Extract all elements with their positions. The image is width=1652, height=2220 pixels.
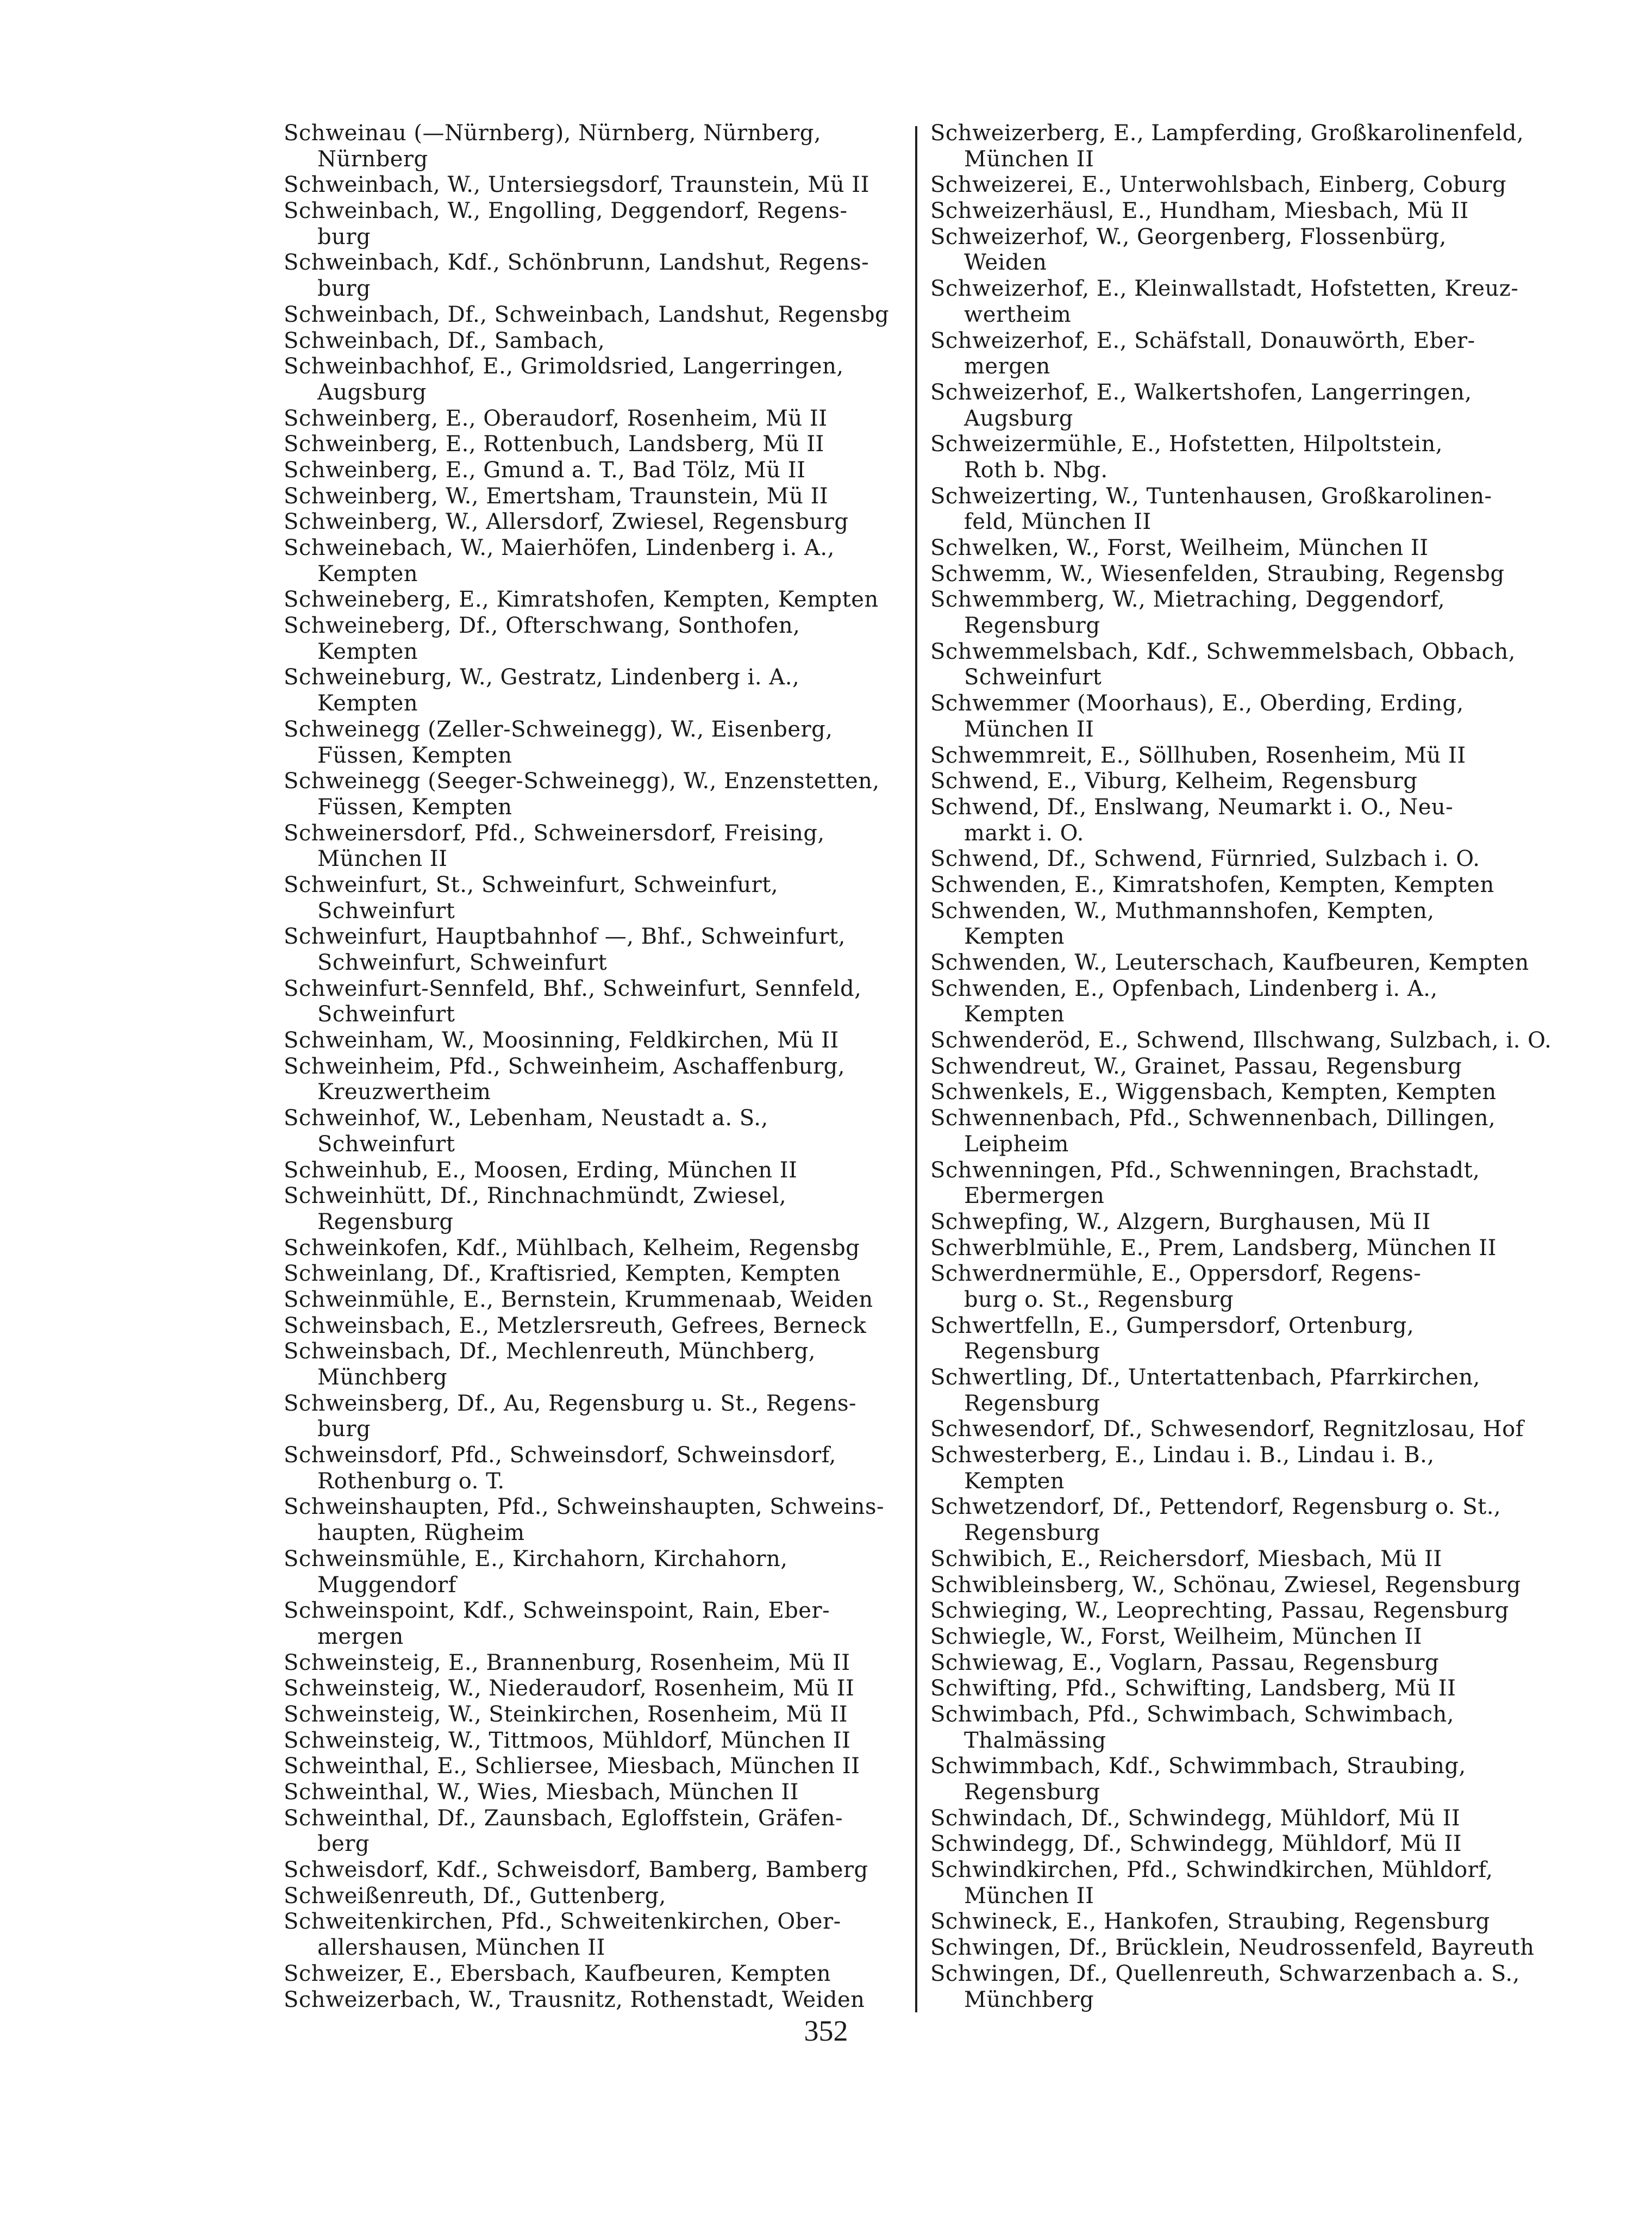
gazetteer-entry: [930, 795, 1555, 846]
gazetteer-entry: [284, 1391, 909, 1443]
gazetteer-entry: [930, 172, 1555, 198]
entry-line: Schweinegg (Zeller-Schweinegg), W., Eisenberg,: [284, 716, 833, 742]
entry-continuation-line: Regensburg: [964, 1780, 1100, 1805]
entry-line: Schwingen, Df., Brücklein, Neudrossenfeld, Bayreuth: [930, 1935, 1535, 1961]
gazetteer-entry: [284, 717, 909, 769]
gazetteer-entry: [930, 1546, 1555, 1573]
gazetteer-entry: [930, 225, 1555, 276]
entry-line: Schwenkels, E., Wiggensbach, Kempten, Kempten: [930, 1080, 1497, 1105]
entry-continuation-line: Leipheim: [964, 1131, 1069, 1157]
gazetteer-entry: [284, 1494, 909, 1546]
entry-continuation-line: burg: [317, 224, 371, 250]
gazetteer-entry: [284, 1650, 909, 1676]
gazetteer-entry: [284, 1028, 909, 1054]
gazetteer-entry: [930, 535, 1555, 562]
entry-line: Schwenden, W., Muthmannshofen, Kempten,: [930, 898, 1435, 924]
entry-line: Schweinlang, Df., Kraftisried, Kempten, Kempten: [284, 1261, 841, 1287]
gazetteer-entry: [284, 1054, 909, 1106]
gazetteer-entry: [930, 899, 1555, 950]
entry-continuation-line: Füssen, Kempten: [317, 743, 512, 768]
entry-continuation-line: mergen: [964, 354, 1050, 379]
gazetteer-entry: [930, 846, 1555, 872]
entry-continuation-line: burg: [317, 1417, 371, 1442]
gazetteer-entry: [284, 458, 909, 484]
entry-line: Schweinbach, W., Engolling, Deggendorf, Regens-: [284, 198, 848, 224]
gazetteer-entry: [930, 1443, 1555, 1494]
entry-line: Schwemm, W., Wiesenfelden, Straubing, Regensbg: [930, 561, 1505, 587]
entry-line: Schwemmelsbach, Kdf., Schwemmelsbach, Obbach,: [930, 639, 1516, 664]
entry-continuation-line: Kempten: [964, 1002, 1065, 1027]
entry-continuation-line: Rothenburg o. T.: [317, 1468, 505, 1494]
gazetteer-entry: [284, 172, 909, 198]
entry-line: Schwelken, W., Forst, Weilheim, München II: [930, 535, 1429, 560]
entry-continuation-line: Roth b. Nbg.: [964, 457, 1108, 483]
gazetteer-entry: [284, 769, 909, 820]
entry-line: Schweizerhäusl, E., Hundham, Miesbach, Mü II: [930, 198, 1469, 224]
entry-continuation-line: Weiden: [964, 250, 1047, 276]
entry-line: Schweizerberg, E., Lampferding, Großkarolinenfeld,: [930, 121, 1524, 146]
gazetteer-entry: [930, 950, 1555, 976]
gazetteer-entry: [284, 1909, 909, 1961]
gazetteer-entry: [930, 198, 1555, 225]
entry-line: Schwesterberg, E., Lindau i. B., Lindau i. B.,: [930, 1443, 1435, 1468]
entry-line: Schweinsberg, Df., Au, Regensburg u. St., Regens-: [284, 1390, 857, 1416]
entry-line: Schweizerei, E., Unterwohlsbach, Einberg, Coburg: [930, 172, 1507, 198]
entry-line: Schweinmühle, E., Bernstein, Krummenaab, Weiden: [284, 1287, 873, 1312]
entry-line: Schweinberg, W., Allersdorf, Zwiesel, Regensburg: [284, 509, 849, 535]
entry-continuation-line: Kempten: [964, 924, 1065, 950]
entry-line: Schweitenkirchen, Pfd., Schweitenkirchen, Ober-: [284, 1909, 841, 1935]
gazetteer-entry: [284, 1676, 909, 1702]
entry-line: Schwibleinsberg, W., Schönau, Zwiesel, Regensburg: [930, 1572, 1521, 1598]
gazetteer-entry: [930, 1702, 1555, 1754]
entry-line: Schweinau (—Nürnberg), Nürnberg, Nürnberg,: [284, 121, 822, 146]
entry-line: Schweineberg, Df., Ofterschwang, Sonthofen,: [284, 613, 800, 639]
entry-continuation-line: Schweinfurt: [964, 665, 1102, 690]
column-divider: [915, 126, 917, 2012]
entry-line: Schwesendorf, Df., Schwesendorf, Regnitzlosau, Hof: [930, 1417, 1524, 1442]
entry-line: Schwertling, Df., Untertattenbach, Pfarrkirchen,: [930, 1365, 1480, 1390]
entry-line: Schwend, Df., Schwend, Fürnried, Sulzbach i. O.: [930, 846, 1480, 872]
gazetteer-entry: [284, 1806, 909, 1857]
entry-line: Schweinbach, Df., Sambach,: [284, 328, 605, 353]
gazetteer-entry: [930, 1909, 1555, 1935]
entry-line: Schweinersdorf, Pfd., Schweinersdorf, Freising,: [284, 820, 825, 846]
entry-continuation-line: Kempten: [317, 561, 418, 587]
entry-continuation-line: Muggendorf: [317, 1572, 456, 1598]
entry-line: Schweinbach, W., Untersiegsdorf, Traunstein, Mü II: [284, 172, 869, 198]
gazetteer-entry: [930, 1857, 1555, 1909]
entry-line: Schweinbachhof, E., Grimoldsried, Langerringen,: [284, 354, 844, 379]
entry-line: Schweinthal, W., Wies, Miesbach, München II: [284, 1780, 799, 1805]
gazetteer-entry: [930, 276, 1555, 328]
entry-continuation-line: allershausen, München II: [317, 1935, 605, 1961]
gazetteer-entry: [930, 1650, 1555, 1676]
gazetteer-entry: [930, 484, 1555, 535]
gazetteer-entry: [930, 432, 1555, 483]
entry-line: Schweinthal, E., Schliersee, Miesbach, München II: [284, 1754, 860, 1779]
entry-line: Schwerblmühle, E., Prem, Landsberg, München II: [930, 1235, 1497, 1261]
entry-continuation-line: Ebermergen: [964, 1183, 1105, 1209]
gazetteer-entry: [284, 1313, 909, 1339]
entry-continuation-line: feld, München II: [964, 509, 1152, 535]
gazetteer-entry: [930, 1624, 1555, 1650]
entry-line: Schwendreut, W., Grainet, Passau, Regensburg: [930, 1053, 1462, 1079]
gazetteer-entry: [284, 1158, 909, 1184]
entry-line: Schwemmer (Moorhaus), E., Oberding, Erding,: [930, 691, 1464, 716]
entry-continuation-line: Münchberg: [964, 1987, 1094, 2012]
gazetteer-entry: [284, 613, 909, 665]
gazetteer-entry: [284, 328, 909, 354]
gazetteer-entry: [930, 1754, 1555, 1805]
entry-line: Schweinberg, E., Oberaudorf, Rosenheim, Mü II: [284, 406, 828, 431]
gazetteer-entry: [930, 1313, 1555, 1365]
entry-continuation-line: München II: [964, 1883, 1094, 1909]
entry-line: Schwend, E., Viburg, Kelheim, Regensburg: [930, 769, 1418, 794]
entry-line: Schwend, Df., Enslwang, Neumarkt i. O., Neu-: [930, 794, 1454, 820]
gazetteer-entry: [284, 821, 909, 872]
gazetteer-entry: [284, 1443, 909, 1494]
gazetteer-entry: [284, 587, 909, 613]
entry-line: Schwindach, Df., Schwindegg, Mühldorf, Mü II: [930, 1805, 1461, 1831]
gazetteer-entry: [284, 1236, 909, 1262]
gazetteer-entry: [930, 328, 1555, 380]
entry-continuation-line: Kreuzwertheim: [317, 1080, 491, 1105]
gazetteer-entry: [930, 562, 1555, 588]
gazetteer-entry: [284, 302, 909, 328]
entry-line: Schwingen, Df., Quellenreuth, Schwarzenbach a. S.,: [930, 1961, 1520, 1986]
entry-line: Schwiegle, W., Forst, Weilheim, München II: [930, 1624, 1422, 1649]
entry-line: Schwibich, E., Reichersdorf, Miesbach, Mü II: [930, 1546, 1442, 1572]
gazetteer-entry: [930, 1417, 1555, 1443]
entry-line: Schweinthal, Df., Zaunsbach, Egloffstein, Gräfen-: [284, 1805, 843, 1831]
gazetteer-entry: [930, 1831, 1555, 1857]
entry-line: Schweinsteig, E., Brannenburg, Rosenheim, Mü II: [284, 1650, 850, 1675]
gazetteer-entry: [284, 1339, 909, 1390]
gazetteer-entry: [284, 432, 909, 458]
entry-line: Schwindkirchen, Pfd., Schwindkirchen, Mühldorf,: [930, 1857, 1493, 1883]
gazetteer-entry: [284, 1987, 909, 2013]
gazetteer-entry: [930, 1236, 1555, 1262]
entry-line: Schweinsteig, W., Niederaudorf, Rosenheim, Mü II: [284, 1676, 855, 1701]
entry-line: Schweinhof, W., Lebenham, Neustadt a. S.,: [284, 1106, 768, 1131]
entry-line: Schweinebach, W., Maierhöfen, Lindenberg i. A.,: [284, 535, 835, 560]
entry-line: Schweinsmühle, E., Kirchahorn, Kirchahorn,: [284, 1546, 788, 1572]
entry-line: Schweinfurt-Sennfeld, Bhf., Schweinfurt, Sennfeld,: [284, 976, 862, 1001]
entry-continuation-line: München II: [964, 716, 1094, 742]
entry-line: Schwifting, Pfd., Schwifting, Landsberg, Mü II: [930, 1676, 1456, 1701]
entry-continuation-line: Kempten: [317, 639, 418, 664]
entry-continuation-line: Schweinfurt: [317, 898, 455, 924]
left-column: [284, 121, 909, 2013]
entry-line: Schweinsteig, W., Tittmoos, Mühldorf, München II: [284, 1728, 851, 1753]
gazetteer-entry: [284, 1183, 909, 1235]
entry-line: Schweinsdorf, Pfd., Schweinsdorf, Schweinsdorf,: [284, 1443, 836, 1468]
gazetteer-entry: [930, 1028, 1555, 1054]
entry-line: Schwepfing, W., Alzgern, Burghausen, Mü II: [930, 1209, 1431, 1234]
gazetteer-entry: [930, 1054, 1555, 1080]
gazetteer-entry: [284, 1702, 909, 1728]
entry-continuation-line: München II: [964, 146, 1094, 172]
gazetteer-entry: [284, 924, 909, 976]
entry-continuation-line: Regensburg: [317, 1209, 454, 1234]
gazetteer-entry: [284, 1261, 909, 1287]
gazetteer-entry: [930, 976, 1555, 1028]
entry-continuation-line: burg o. St., Regensburg: [964, 1287, 1234, 1312]
entry-line: Schwennenbach, Pfd., Schwennenbach, Dillingen,: [930, 1106, 1496, 1131]
entry-line: Schweizerting, W., Tuntenhausen, Großkarolinen-: [930, 483, 1492, 509]
gazetteer-entry: [284, 665, 909, 716]
entry-continuation-line: Thalmässing: [964, 1728, 1106, 1753]
gazetteer-entry: [284, 1106, 909, 1157]
gazetteer-entry: [930, 639, 1555, 691]
entry-continuation-line: Regensburg: [964, 1390, 1100, 1416]
entry-line: Schweizerhof, E., Kleinwallstadt, Hofstetten, Kreuz-: [930, 276, 1519, 302]
gazetteer-entry: [930, 1365, 1555, 1417]
gazetteer-entry: [930, 1080, 1555, 1106]
entry-continuation-line: Augsburg: [317, 379, 427, 405]
gazetteer-entry: [930, 1261, 1555, 1313]
entry-line: Schweizerhof, E., Schäfstall, Donauwörth, Eber-: [930, 328, 1475, 353]
gazetteer-entry: [930, 743, 1555, 769]
entry-line: Schweineburg, W., Gestratz, Lindenberg i. A.,: [284, 665, 800, 690]
gazetteer-entry: [284, 121, 909, 172]
gazetteer-entry: [284, 1961, 909, 1987]
entry-line: Schweinkofen, Kdf., Mühlbach, Kelheim, Regensbg: [284, 1235, 860, 1261]
gazetteer-entry: [930, 1158, 1555, 1209]
gazetteer-entry: [284, 1728, 909, 1754]
entry-line: Schweinhub, E., Moosen, Erding, München II: [284, 1157, 798, 1183]
entry-continuation-line: Füssen, Kempten: [317, 794, 512, 820]
entry-line: Schweinsteig, W., Steinkirchen, Rosenheim, Mü II: [284, 1701, 848, 1727]
gazetteer-entry: [284, 406, 909, 432]
entry-line: Schweizerhof, E., Walkertshofen, Langerringen,: [930, 379, 1472, 405]
gazetteer-entry: [930, 1676, 1555, 1702]
entry-continuation-line: Schweinfurt: [317, 1002, 455, 1027]
gazetteer-entry: [284, 354, 909, 406]
gazetteer-entry: [284, 509, 909, 535]
gazetteer-entry: [930, 1806, 1555, 1832]
entry-continuation-line: berg: [317, 1831, 370, 1857]
entry-line: Schweizermühle, E., Hofstetten, Hilpoltstein,: [930, 432, 1443, 457]
gazetteer-entry: [284, 1884, 909, 1910]
gazetteer-entry: [284, 1754, 909, 1780]
entry-line: Schweizerhof, W., Georgenberg, Flossenbürg,: [930, 224, 1447, 250]
gazetteer-entry: [284, 1780, 909, 1806]
gazetteer-entry: [930, 1209, 1555, 1236]
entry-line: Schwiewag, E., Voglarn, Passau, Regensburg: [930, 1650, 1440, 1675]
gazetteer-entry: [930, 1598, 1555, 1624]
entry-line: Schwenningen, Pfd., Schwenningen, Brachstadt,: [930, 1157, 1480, 1183]
entry-line: Schweinfurt, St., Schweinfurt, Schweinfurt,: [284, 872, 779, 897]
entry-continuation-line: mergen: [317, 1624, 404, 1649]
entry-line: Schwenden, W., Leuterschach, Kaufbeuren, Kempten: [930, 950, 1529, 975]
entry-continuation-line: markt i. O.: [964, 820, 1084, 846]
entry-continuation-line: München II: [317, 846, 448, 872]
entry-line: Schweinshaupten, Pfd., Schweinshaupten, Schweins-: [284, 1494, 884, 1520]
entry-line: Schweinberg, E., Gmund a. T., Bad Tölz, Mü II: [284, 457, 806, 483]
entry-continuation-line: Nürnberg: [317, 146, 428, 172]
gazetteer-entry: [284, 484, 909, 510]
gazetteer-entry: [930, 121, 1555, 172]
gazetteer-entry: [930, 1935, 1555, 1961]
gazetteer-entry: [284, 1598, 909, 1650]
entry-line: Schwimmbach, Kdf., Schwimmbach, Straubing,: [930, 1754, 1466, 1779]
entry-line: Schweizer, E., Ebersbach, Kaufbeuren, Kempten: [284, 1961, 831, 1986]
gazetteer-entry: [284, 198, 909, 250]
entry-continuation-line: Kempten: [317, 691, 418, 716]
gazetteer-entry: [284, 872, 909, 924]
entry-continuation-line: Schweinfurt: [317, 1131, 455, 1157]
gazetteer-entry: [284, 976, 909, 1028]
gazetteer-entry: [284, 1546, 909, 1598]
right-column: [930, 121, 1555, 2013]
gazetteer-entry: [930, 769, 1555, 795]
gazetteer-entry: [930, 587, 1555, 639]
entry-line: Schwenden, E., Kimratshofen, Kempten, Kempten: [930, 872, 1494, 897]
gazetteer-entry: [284, 250, 909, 302]
entry-continuation-line: Regensburg: [964, 1520, 1100, 1546]
gazetteer-entry: [930, 1573, 1555, 1599]
entry-continuation-line: Augsburg: [964, 406, 1073, 431]
entry-line: Schweinfurt, Hauptbahnhof —, Bhf., Schweinfurt,: [284, 924, 846, 950]
entry-line: Schwerdnermühle, E., Oppersdorf, Regens-: [930, 1261, 1422, 1287]
entry-line: Schweinberg, E., Rottenbuch, Landsberg, Mü II: [284, 432, 824, 457]
entry-line: Schweinberg, W., Emertsham, Traunstein, Mü II: [284, 483, 829, 509]
entry-continuation-line: wertheim: [964, 302, 1072, 327]
entry-continuation-line: Kempten: [964, 1468, 1065, 1494]
gazetteer-entry: [284, 1857, 909, 1884]
entry-line: Schweinsbach, Df., Mechlenreuth, Münchberg,: [284, 1339, 816, 1364]
entry-continuation-line: Münchberg: [317, 1365, 448, 1390]
entry-continuation-line: Regensburg: [964, 613, 1100, 639]
entry-line: Schwieging, W., Leoprechting, Passau, Regensburg: [930, 1598, 1509, 1624]
entry-continuation-line: Regensburg: [964, 1339, 1100, 1364]
entry-line: Schweinham, W., Moosinning, Feldkirchen, Mü II: [284, 1028, 839, 1053]
entry-line: Schweinbach, Kdf., Schönbrunn, Landshut, Regens-: [284, 250, 869, 276]
entry-line: Schweinsbach, E., Metzlersreuth, Gefrees, Berneck: [284, 1313, 867, 1338]
gazetteer-entry: [930, 380, 1555, 432]
gazetteer-entry: [930, 872, 1555, 899]
entry-line: Schwimbach, Pfd., Schwimbach, Schwimbach,: [930, 1701, 1454, 1727]
entry-line: Schwertfelln, E., Gumpersdorf, Ortenburg,: [930, 1313, 1415, 1338]
entry-line: Schweißenreuth, Df., Guttenberg,: [284, 1883, 666, 1909]
entry-line: Schweinegg (Seeger-Schweinegg), W., Enzenstetten,: [284, 769, 880, 794]
entry-line: Schweisdorf, Kdf., Schweisdorf, Bamberg, Bamberg: [284, 1857, 868, 1883]
entry-line: Schwetzendorf, Df., Pettendorf, Regensburg o. St.,: [930, 1494, 1501, 1520]
entry-line: Schwenderöd, E., Schwend, Illschwang, Sulzbach, i. O.: [930, 1028, 1552, 1053]
gazetteer-entry: [930, 1106, 1555, 1157]
gazetteer-entry: [930, 1961, 1555, 2013]
entry-line: Schwenden, E., Opfenbach, Lindenberg i. A.,: [930, 976, 1438, 1001]
entry-continuation-line: burg: [317, 276, 371, 302]
page-number: 352: [804, 2015, 848, 2047]
entry-line: Schweizerbach, W., Trausnitz, Rothenstadt, Weiden: [284, 1987, 865, 2012]
entry-line: Schweinheim, Pfd., Schweinheim, Aschaffenburg,: [284, 1053, 845, 1079]
entry-line: Schwindegg, Df., Schwindegg, Mühldorf, Mü II: [930, 1831, 1462, 1857]
gazetteer-entry: [930, 691, 1555, 743]
entry-line: Schweinhütt, Df., Rinchnachmündt, Zwiesel,: [284, 1183, 787, 1209]
entry-line: Schwineck, E., Hankofen, Straubing, Regensburg: [930, 1909, 1490, 1935]
entry-line: Schweinbach, Df., Schweinbach, Landshut, Regensbg: [284, 302, 890, 327]
entry-line: Schwemmreit, E., Söllhuben, Rosenheim, Mü II: [930, 743, 1466, 768]
entry-line: Schweinspoint, Kdf., Schweinspoint, Rain, Eber-: [284, 1598, 830, 1624]
gazetteer-entry: [284, 1287, 909, 1313]
entry-line: Schweineberg, E., Kimratshofen, Kempten, Kempten: [284, 587, 879, 613]
entry-continuation-line: haupten, Rügheim: [317, 1520, 525, 1546]
entry-line: Schwemmberg, W., Mietraching, Deggendorf,: [930, 587, 1446, 613]
gazetteer-entry: [930, 1494, 1555, 1546]
entry-continuation-line: Schweinfurt, Schweinfurt: [317, 950, 608, 975]
gazetteer-entry: [284, 535, 909, 587]
